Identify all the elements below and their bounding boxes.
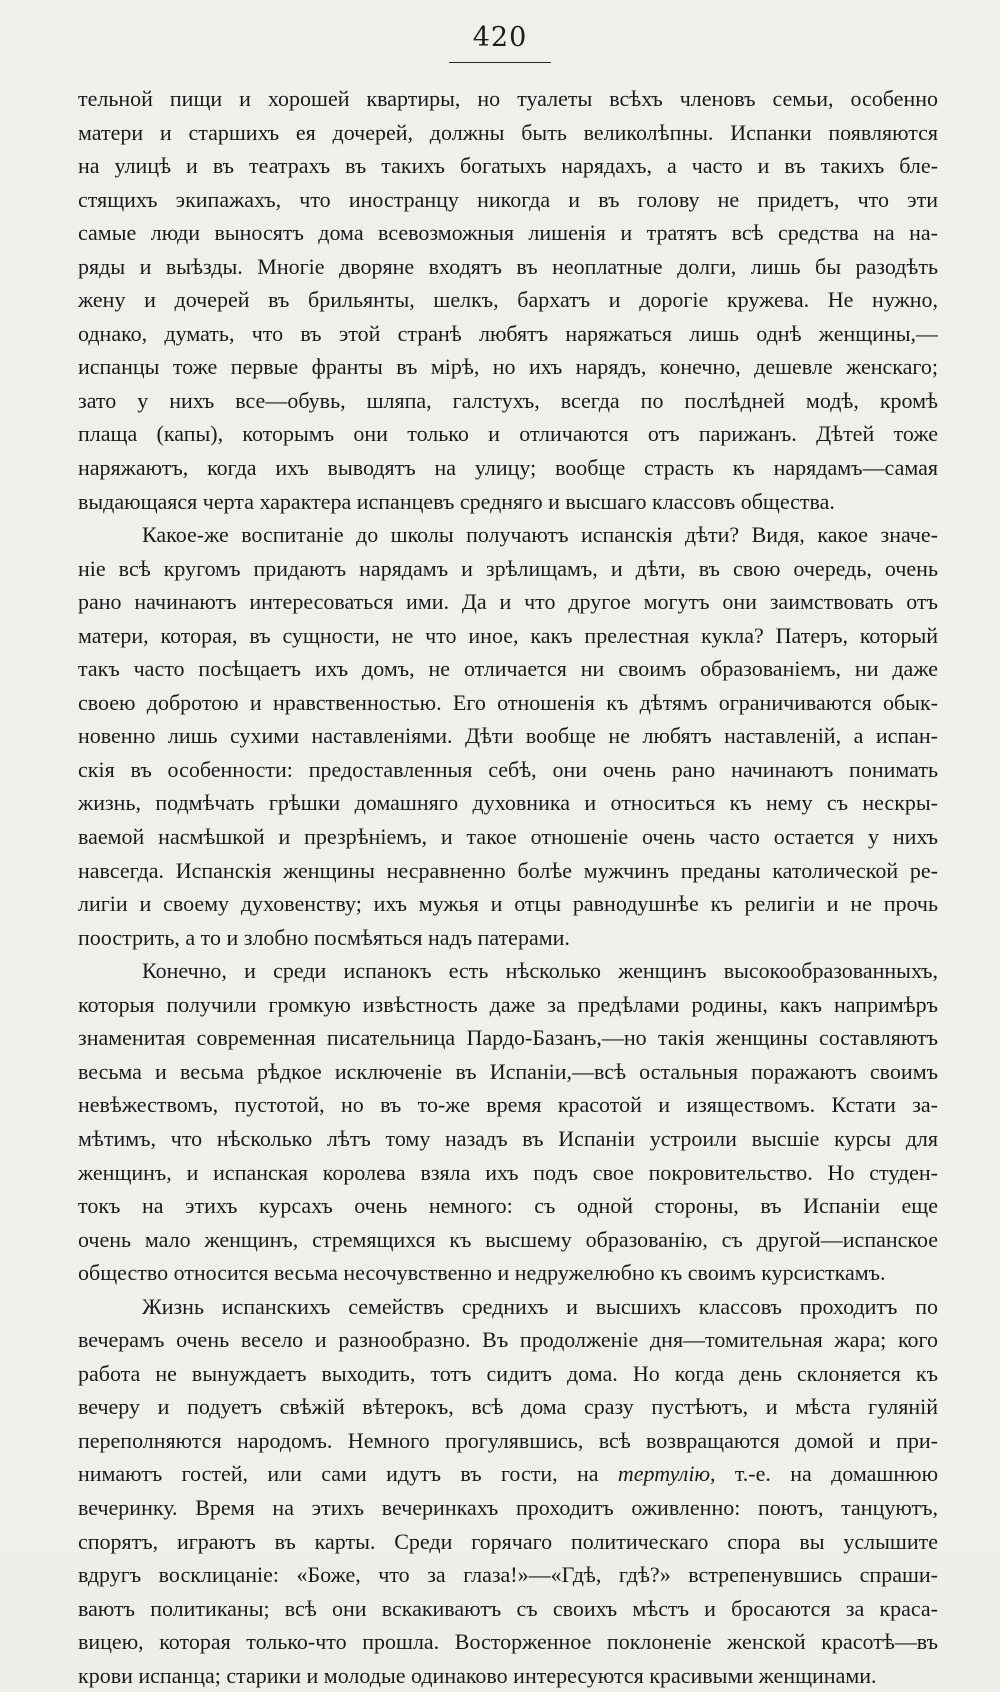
paragraph-first-line: Какое-же воспитаніе до школы получаютъ испанскія дѣти? Видя, какое значе- — [142, 522, 938, 548]
text-line: выдающаяся черта характера испанцевъ средняго и высшаго классовъ общества. — [78, 488, 835, 514]
text-line: очень мало женщинъ, стремящихся къ высшему образованію, съ другой—испанское — [78, 1226, 938, 1252]
text-line: вечеру и подуетъ свѣжій вѣтерокъ, всѣ дома сразу пустѣютъ, и мѣста гуляній — [78, 1394, 938, 1420]
paragraph-first-line: Конечно, и среди испанокъ есть нѣсколько женщинъ высокообразованныхъ, — [142, 958, 938, 984]
text-line: скія въ особенности: предоставленныя себѣ, они очень рано начинаютъ понимать — [78, 756, 938, 782]
text-line: матери и старшихъ ея дочерей, должны быть великолѣпны. Испанки появляются — [78, 119, 938, 145]
text-line-with-italic — [78, 1457, 938, 1491]
text-line: поострить, а то и злобно посмѣяться надъ патерами. — [78, 924, 570, 950]
text-segment: , т.-е. на домашнюю — [709, 1461, 938, 1487]
text-line: зато у нихъ все—обувь, шляпа, галстухъ, всегда по послѣдней модѣ, кромѣ — [78, 387, 938, 413]
text-line: однако, думать, что въ этой странѣ любятъ наряжаться лишь однѣ женщины,— — [78, 320, 938, 346]
text-line: стящихъ экипажахъ, что иностранцу никогда и въ голову не придетъ, что эти — [78, 186, 938, 212]
text-line: плаща (капы), которымъ они только и отличаются отъ парижанъ. Дѣтей тоже — [78, 421, 938, 447]
text-line: работа не вынуждаетъ выходить, тотъ сидитъ дома. Но когда день склоняется къ — [78, 1360, 938, 1386]
text-line: крови испанца; старики и молодые одинаково интересуются красивыми женщинами. — [78, 1662, 877, 1688]
text-line: лигіи и своему духовенству; ихъ мужья и отцы равнодушнѣе къ религіи и не прочь — [78, 891, 938, 917]
text-line: ніе всѣ кругомъ придаютъ нарядамъ и зрѣлищамъ, и дѣти, въ свою очередь, очень — [78, 555, 938, 581]
text-line: такъ часто посѣщаетъ ихъ домъ, не отличается ни своимъ образованіемъ, ни даже — [78, 656, 938, 682]
text-line: навсегда. Испанскія женщины несравненно болѣе мужчинъ преданы католической ре- — [78, 857, 938, 883]
text-line: знаменитая современная писательница Пардо-Базанъ,—но такія женщины составляютъ — [78, 1025, 938, 1051]
text-line: вечерамъ очень весело и разнообразно. Въ продолженіе дня—томительная жара; кого — [78, 1327, 938, 1353]
text-line: жену и дочерей въ брильянты, шелкъ, бархатъ и дорогіе кружева. Не нужно, — [78, 287, 938, 313]
page-number-rule — [449, 62, 551, 63]
text-line: вечеринку. Время на этихъ вечеринкахъ проходитъ оживленно: поютъ, танцуютъ, — [78, 1494, 938, 1520]
text-line: матери, которая, въ сущности, не что иное, какъ прелестная кукла? Патеръ, который — [78, 622, 938, 648]
text-line: общество относится весьма несочувственно и недружелюбно къ своимъ курсисткамъ. — [78, 1260, 886, 1286]
text-line: весьма и весьма рѣдкое исключеніе въ Испаніи,—всѣ остальныя поражаютъ своимъ — [78, 1058, 938, 1084]
text-line: мѣтимъ, что нѣсколько лѣтъ тому назадъ въ Испаніи устроили высшіе курсы для — [78, 1125, 938, 1151]
text-line: вдругъ восклицаніе: «Боже, что за глаза!»—«Гдѣ, гдѣ?» встрепенувшись спраши- — [78, 1562, 938, 1588]
text-line: вицею, которая только-что прошла. Восторженное поклоненіе женской красотѣ—въ — [78, 1629, 938, 1655]
text-segment: нимаютъ гостей, или сами идутъ въ гости, на — [78, 1461, 599, 1487]
italic-word: тертулію — [617, 1461, 710, 1487]
page-number: 420 — [472, 22, 528, 53]
text-line: женщинъ, и испанская королева взяла ихъ подъ свое покровительство. Но студен- — [78, 1159, 938, 1185]
text-line: самые люди выносятъ дома всевозможныя лишенія и тратятъ всѣ средства на на- — [78, 220, 938, 246]
paragraph-first-line: Жизнь испанскихъ семействъ среднихъ и высшихъ классовъ проходитъ по — [142, 1293, 938, 1319]
text-line: ваемой насмѣшкой и презрѣніемъ, и такое отношеніе очень часто остается у нихъ — [78, 824, 938, 850]
text-line: на улицѣ и въ театрахъ въ такихъ богатыхъ нарядахъ, а часто и въ такихъ бле- — [78, 153, 938, 179]
text-line: своею добротою и нравственностью. Его отношенія къ дѣтямъ ограничиваются обык- — [78, 689, 938, 715]
text-line: токъ на этихъ курсахъ очень немного: съ одной стороны, въ Испаніи еще — [78, 1193, 938, 1219]
text-line: спорятъ, играютъ въ карты. Среди горячаго политическаго спора вы услышите — [78, 1528, 938, 1554]
text-line: ряды и выѣзды. Многіе дворяне входятъ въ неоплатные долги, лишь бы разодѣть — [78, 253, 938, 279]
text-line: новенно лишь сухими наставленіями. Дѣти вообще не любятъ наставленій, а испан- — [78, 723, 938, 749]
text-line: испанцы тоже первые франты въ мірѣ, но ихъ нарядъ, конечно, дешевле женскаго; — [78, 354, 938, 380]
text-line: тельной пищи и хорошей квартиры, но туалеты всѣхъ членовъ семьи, особенно — [78, 86, 938, 111]
text-line: рано начинаютъ интересоваться ими. Да и что другое могутъ они заимствовать отъ — [78, 589, 938, 615]
text-line: которыя получили громкую извѣстность даже за предѣлами родины, какъ напримѣръ — [78, 991, 938, 1017]
text-line: невѣжествомъ, пустотой, но въ то-же время красотой и изяществомъ. Кстати за- — [78, 1092, 938, 1118]
text-line: переполняются народомъ. Немного прогулявшись, всѣ возвращаются домой и при- — [78, 1427, 938, 1453]
text-line: наряжаютъ, когда ихъ выводятъ на улицу; вообще страсть къ нарядамъ—самая — [78, 455, 938, 481]
text-line: ваютъ политиканы; всѣ они вскакиваютъ съ своихъ мѣстъ и бросаются за краса- — [78, 1595, 938, 1621]
body-text — [78, 82, 938, 1692]
text-line: жизнь, подмѣчать грѣшки домашняго духовника и относиться къ нему съ нескры- — [78, 790, 938, 816]
